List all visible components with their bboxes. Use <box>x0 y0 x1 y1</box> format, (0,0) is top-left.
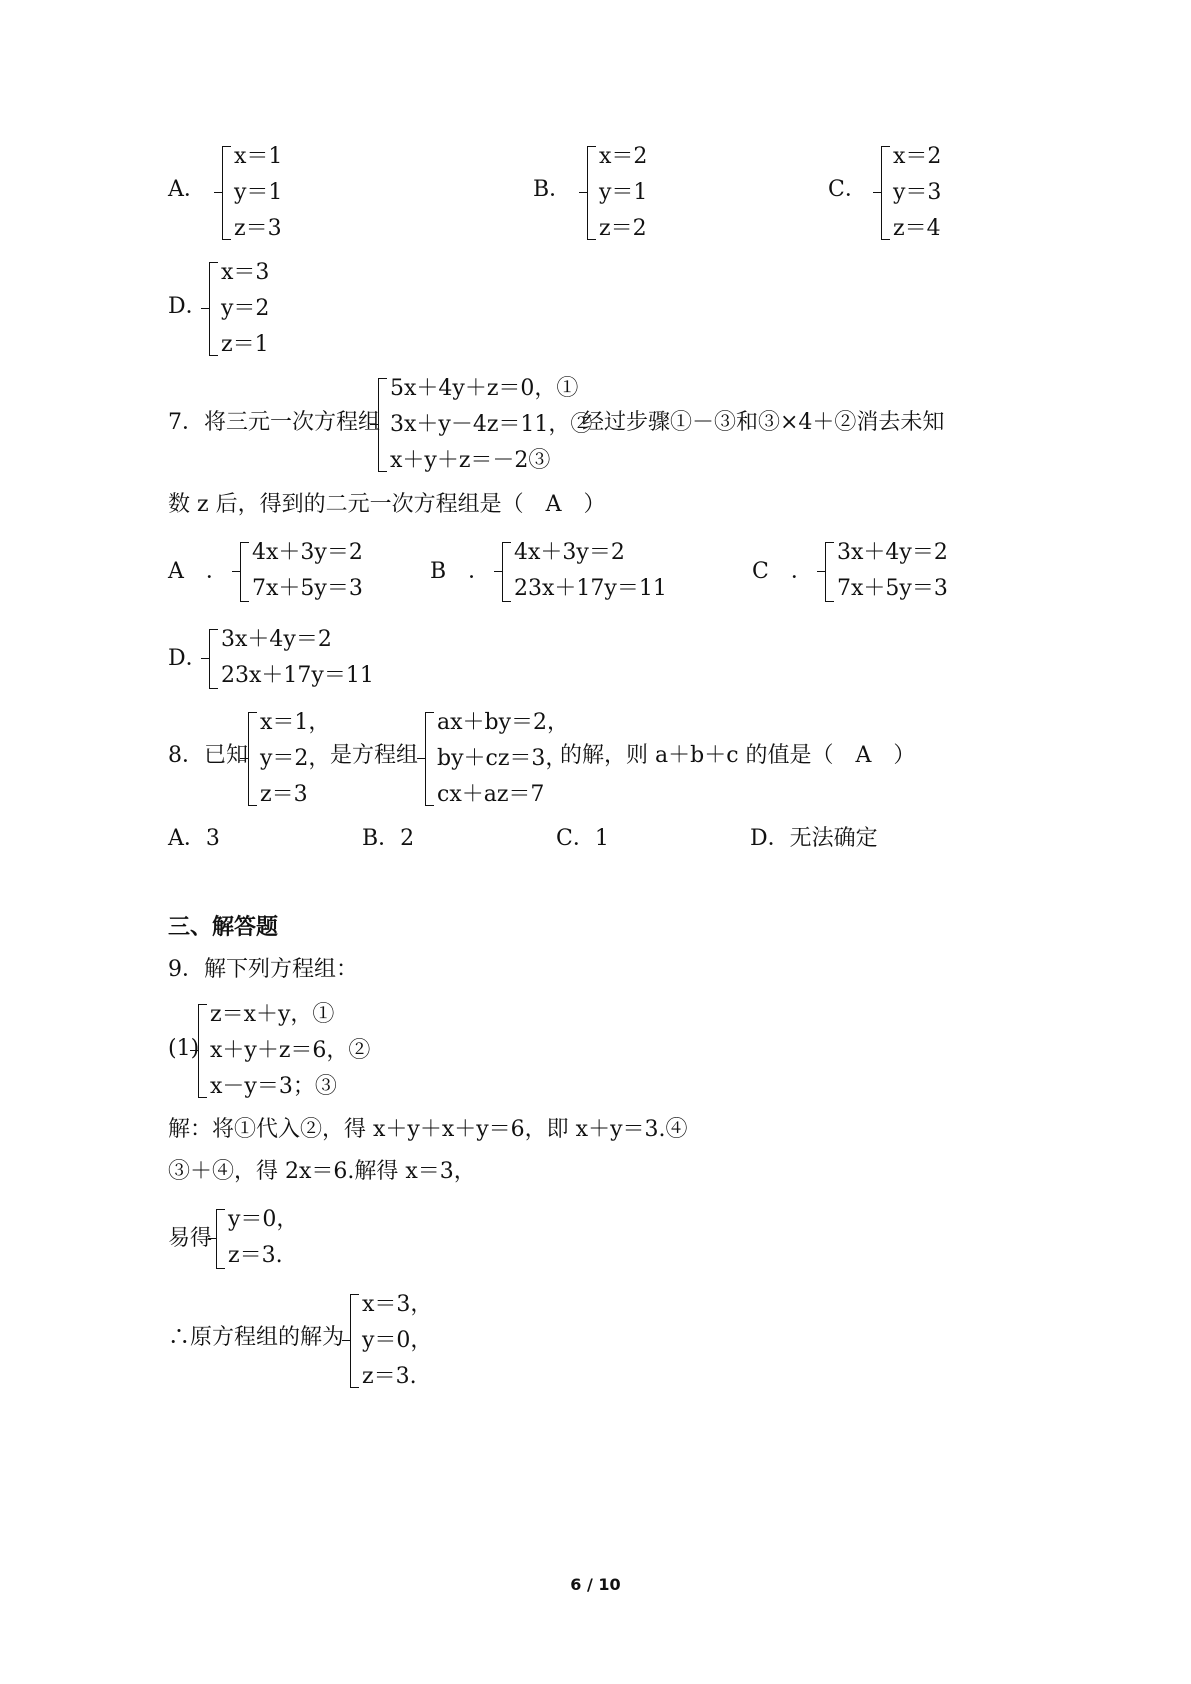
equation: z＝3 <box>234 216 282 241</box>
equation: 5x＋4y＋z＝0，① <box>390 376 579 401</box>
q7-option-b-system <box>502 538 667 604</box>
equation: y＝1 <box>599 180 648 205</box>
equation: z＝4 <box>893 216 941 241</box>
q8-option-b: B．2 <box>362 826 415 851</box>
brace <box>222 146 231 240</box>
equation: z＝3. <box>228 1243 283 1268</box>
brace <box>209 262 218 356</box>
q6-option-a-system <box>222 142 342 242</box>
equation: y＝1 <box>234 180 283 205</box>
equation: x－y＝3；③ <box>210 1074 337 1099</box>
q7-option-b-label: B ． <box>430 559 491 584</box>
q8-suffix: 的解，则 a＋b＋c 的值是（ A ） <box>560 743 916 768</box>
brace <box>825 542 834 602</box>
solution-line-1: 解：将①代入②，得 x＋y＋x＋y＝6，即 x＋y＝3.④ <box>168 1117 688 1142</box>
q8-middle: 是方程组 <box>330 743 419 768</box>
therefore-label: ∴原方程组的解为 <box>168 1325 345 1350</box>
q6-option-c-label: C． <box>828 177 867 202</box>
q6-option-d-label: D． <box>168 294 208 319</box>
q7-option-a-label: A ． <box>168 559 228 584</box>
equation: x＝2 <box>893 144 942 169</box>
equation: 23x＋17y＝11 <box>514 576 667 601</box>
equation: x＋y＋z＝－2③ <box>390 448 551 473</box>
easy-system <box>216 1205 299 1271</box>
page-number: 6 / 10 <box>570 1575 621 1594</box>
q9-title: 9．解下列方程组： <box>168 957 358 982</box>
brace <box>198 1004 207 1098</box>
equation: x＝1 <box>234 144 283 169</box>
part1-label: (1) <box>168 1036 200 1061</box>
equation: y＝0， <box>362 1328 433 1353</box>
equation: z＝3. <box>362 1364 417 1389</box>
equation: 4x＋3y＝2 <box>514 540 625 565</box>
equation: y＝3 <box>893 180 942 205</box>
q6-option-d-system <box>209 258 329 358</box>
equation: ax＋by＝2， <box>437 710 570 735</box>
q8-option-d: D．无法确定 <box>750 826 878 851</box>
equation: x＝2 <box>599 144 648 169</box>
q8-option-c: C．1 <box>556 826 609 851</box>
q6-option-b-system <box>587 142 707 242</box>
brace <box>502 542 511 602</box>
q8-system2 <box>425 708 570 808</box>
brace <box>378 378 387 472</box>
equation: 7x＋5y＝3 <box>837 576 948 601</box>
q6-option-a-label: A． <box>168 177 206 202</box>
equation: x＝3 <box>221 260 270 285</box>
brace <box>425 712 434 806</box>
equation: by＋cz＝3， <box>437 746 568 771</box>
section-title: 三、解答题 <box>168 914 279 940</box>
q7-system <box>378 374 593 474</box>
part1-system <box>198 1000 371 1100</box>
q7-option-c-system <box>825 538 965 604</box>
equation: y＝2 <box>221 296 270 321</box>
brace <box>587 146 596 240</box>
brace <box>881 146 890 240</box>
equation: z＝1 <box>221 332 269 357</box>
equation: 3x＋4y＝2 <box>221 627 332 652</box>
equation: z＝3 <box>260 782 308 807</box>
brace <box>209 629 218 689</box>
q6-option-b-label: B． <box>533 177 572 202</box>
brace <box>248 712 257 806</box>
equation: 7x＋5y＝3 <box>252 576 363 601</box>
equation: 23x＋17y＝11 <box>221 663 374 688</box>
q7-continuation: 数 z 后，得到的二元一次方程组是（ A ） <box>168 492 606 517</box>
q8-system1 <box>248 708 331 808</box>
equation: 3x＋4y＝2 <box>837 540 948 565</box>
q8-option-a: A．3 <box>168 826 220 851</box>
final-solution-system <box>350 1290 433 1390</box>
q7-option-d-system <box>209 625 374 691</box>
equation: y＝0， <box>228 1207 299 1232</box>
brace <box>240 542 249 602</box>
equation: z＝x＋y，① <box>210 1002 335 1027</box>
brace <box>216 1209 225 1269</box>
easy-label: 易得 <box>168 1226 213 1251</box>
q8-prefix: 8．已知 <box>168 743 248 768</box>
equation: x＋y＋z＝6，② <box>210 1038 371 1063</box>
brace <box>350 1294 359 1388</box>
q7-suffix: 经过步骤①－③和③×4＋②消去未知 <box>582 410 945 435</box>
equation: x＝3， <box>362 1292 433 1317</box>
equation: y＝2， <box>260 746 331 771</box>
q7-option-d-label: D． <box>168 646 208 671</box>
equation: cx＋az＝7 <box>437 782 545 807</box>
equation: 3x＋y－4z＝11，② <box>390 412 593 437</box>
equation: z＝2 <box>599 216 647 241</box>
q7-option-c-label: C ． <box>752 559 813 584</box>
solution-line-2: ③＋④，得 2x＝6.解得 x＝3， <box>168 1159 476 1184</box>
equation: 4x＋3y＝2 <box>252 540 363 565</box>
q7-prefix: 7．将三元一次方程组 <box>168 410 380 435</box>
q6-option-c-system <box>881 142 1001 242</box>
q7-option-a-system <box>240 538 380 604</box>
equation: x＝1， <box>260 710 331 735</box>
